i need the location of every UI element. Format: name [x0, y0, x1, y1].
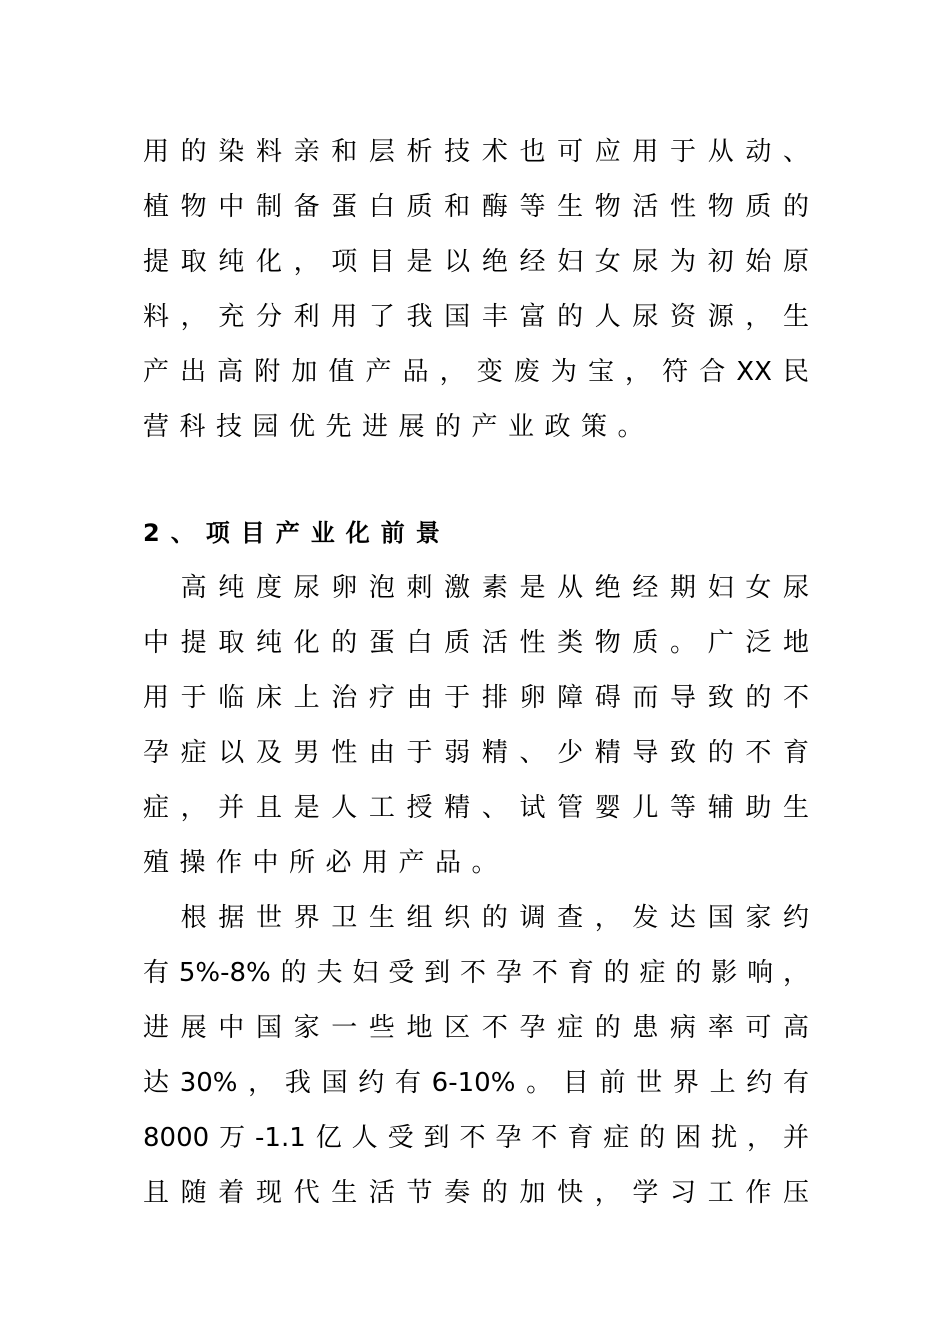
paragraph-line: 用于临床上治疗由于排卵障碍而导致的不 — [143, 683, 809, 713]
paragraph-line: 且随着现代生活节奏的加快，学习工作压 — [143, 1178, 809, 1208]
paragraph-line: 8000万-1.1亿人受到不孕不育症的困扰，并 — [143, 1123, 809, 1153]
section-heading: 2、项目产业化前景 — [143, 519, 451, 547]
paragraph-line: 殖操作中所必用产品。 — [143, 848, 509, 878]
paragraph-line: 高纯度尿卵泡刺激素是从绝经期妇女尿 — [143, 573, 809, 603]
paragraph-line: 营科技园优先进展的产业政策。 — [143, 412, 655, 442]
paragraph-line: 植物中制备蛋白质和酶等生物活性物质的 — [143, 192, 809, 222]
paragraph-line: 用的染料亲和层析技术也可应用于从动、 — [143, 137, 809, 167]
paragraph-line: 中提取纯化的蛋白质活性类物质。广泛地 — [143, 628, 809, 658]
paragraph-line: 症，并且是人工授精、试管婴儿等辅助生 — [143, 793, 809, 823]
paragraph-line: 产出高附加值产品，变废为宝，符合XX民 — [143, 357, 809, 387]
paragraph-line: 达30%，我国约有6-10%。目前世界上约有 — [143, 1068, 809, 1098]
paragraph-line: 进展中国家一些地区不孕症的患病率可高 — [143, 1013, 809, 1043]
paragraph-line: 根据世界卫生组织的调查，发达国家约 — [143, 903, 809, 933]
paragraph-line: 有5%-8%的夫妇受到不孕不育的症的影响， — [143, 958, 809, 988]
paragraph-line: 提取纯化，项目是以绝经妇女尿为初始原 — [143, 247, 809, 277]
paragraph-line: 孕症以及男性由于弱精、少精导致的不育 — [143, 738, 809, 768]
paragraph-line: 料，充分利用了我国丰富的人尿资源，生 — [143, 302, 809, 332]
